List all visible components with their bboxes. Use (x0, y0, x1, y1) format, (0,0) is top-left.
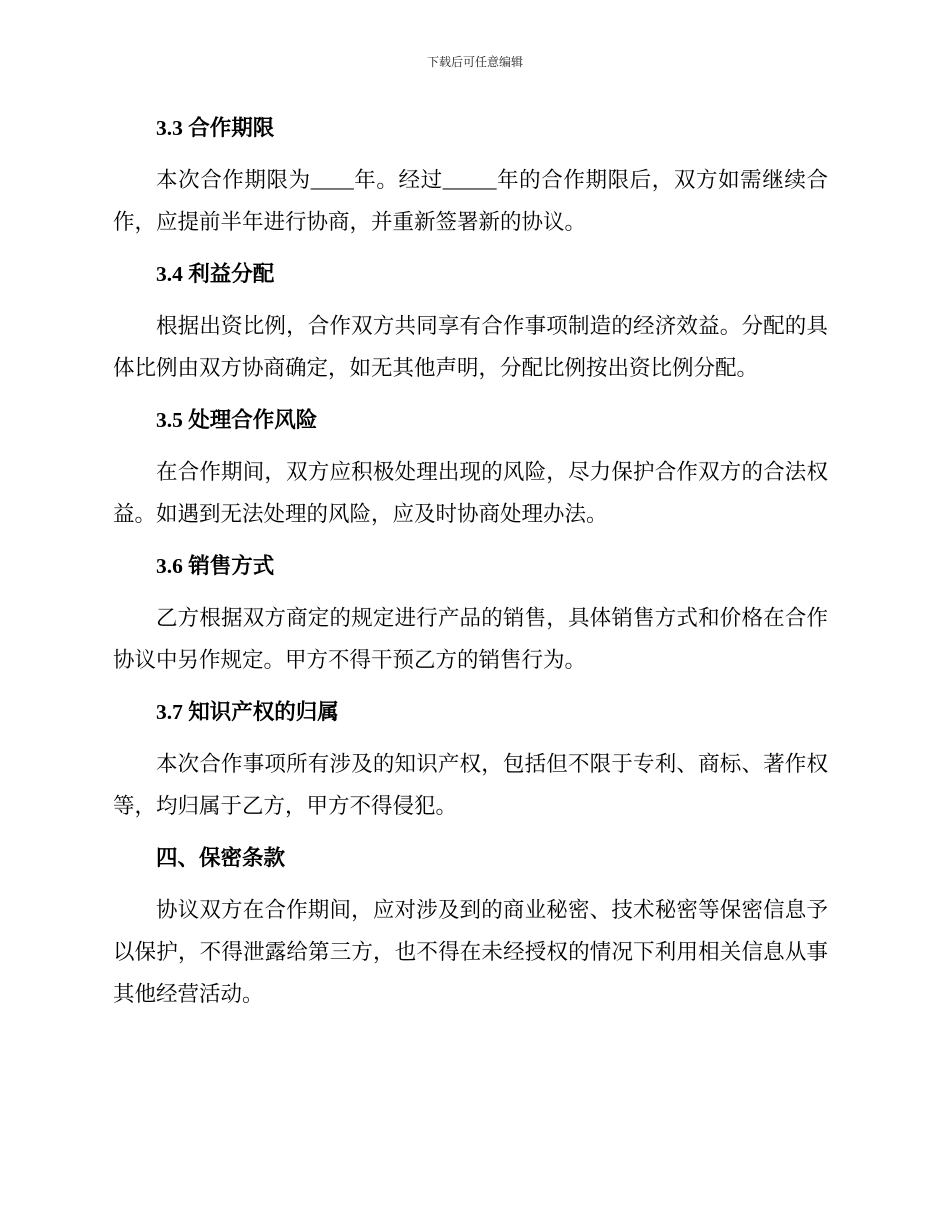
section-heading: 四、保密条款 (156, 846, 286, 870)
section-confidentiality (113, 837, 828, 1015)
section-risk-handling (113, 399, 828, 535)
section-heading: 3.3 合作期限 (156, 116, 275, 140)
section-paragraph: 本次合作事项所有涉及的知识产权，包括但不限于专利、商标、著作权等，均归属于乙方，甲方不得侵犯。 (113, 752, 828, 818)
section-heading: 3.7 知识产权的归属 (156, 700, 339, 724)
section-intellectual-property (113, 691, 828, 827)
section-profit-distribution (113, 253, 828, 389)
document-content (113, 107, 828, 1025)
section-cooperation-term (113, 107, 828, 243)
section-paragraph: 协议双方在合作期间，应对涉及到的商业秘密、技术秘密等保密信息予以保护，不得泄露给第三方，也不得在未经授权的情况下利用相关信息从事其他经营活动。 (113, 898, 828, 1006)
section-heading: 3.5 处理合作风险 (156, 408, 318, 432)
section-paragraph: 乙方根据双方商定的规定进行产品的销售，具体销售方式和价格在合作协议中另作规定。甲方不得干预乙方的销售行为。 (113, 606, 828, 672)
section-heading: 3.6 销售方式 (156, 554, 275, 578)
section-paragraph: 在合作期间，双方应积极处理出现的风险，尽力保护合作双方的合法权益。如遇到无法处理的风险，应及时协商处理办法。 (113, 460, 828, 526)
section-paragraph: 本次合作期限为____年。经过_____年的合作期限后，双方如需继续合作，应提前半年进行协商，并重新签署新的协议。 (113, 168, 828, 234)
section-paragraph: 根据出资比例，合作双方共同享有合作事项制造的经济效益。分配的具体比例由双方协商确定，如无其他声明，分配比例按出资比例分配。 (113, 314, 828, 380)
page-header-note: 下载后可任意编辑 (426, 55, 523, 69)
section-heading: 3.4 利益分配 (156, 262, 275, 286)
section-sales-method (113, 545, 828, 681)
